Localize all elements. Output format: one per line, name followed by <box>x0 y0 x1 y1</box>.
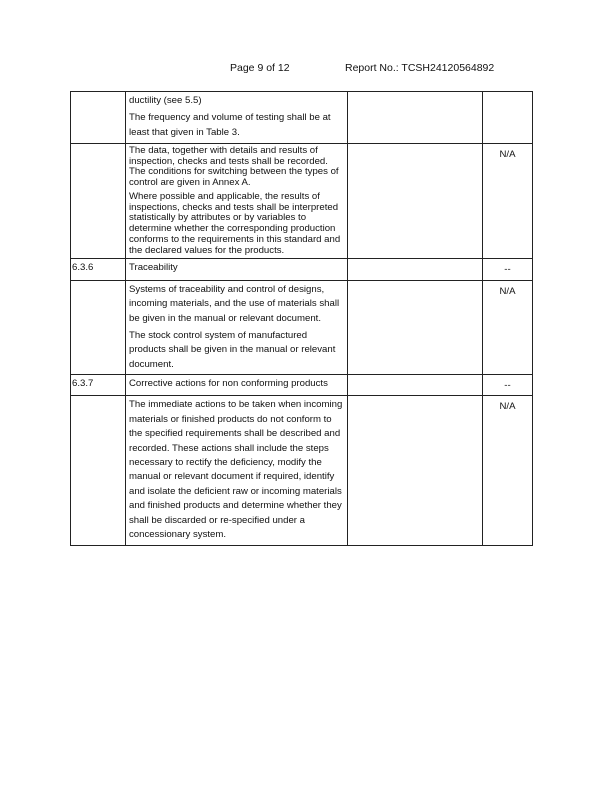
table-row <box>71 396 533 546</box>
result-cell <box>348 144 483 259</box>
requirement-text: Systems of traceability and control of designs, incoming materials, and the use of materials shall be given in the manual or relevant document. <box>129 283 340 324</box>
result-cell <box>348 375 483 396</box>
verdict-cell: N/A <box>483 280 533 374</box>
verdict-cell: -- <box>483 375 533 396</box>
page-number: Page 9 of 12 <box>230 62 290 74</box>
section-title: Traceability <box>129 262 178 274</box>
result-cell <box>348 280 483 374</box>
clause-cell: 6.3.7 <box>71 375 126 396</box>
clause-cell <box>71 144 126 259</box>
report-number: Report No.: TCSH24120564892 <box>345 62 495 74</box>
table-row <box>71 375 533 396</box>
requirement-cell <box>126 396 348 546</box>
requirement-text: The frequency and volume of testing shall be at least that given in Table 3. <box>129 112 331 138</box>
result-cell <box>348 396 483 546</box>
requirement-cell <box>126 92 348 144</box>
result-cell <box>348 92 483 144</box>
requirement-cell <box>126 280 348 374</box>
verdict-cell: -- <box>483 259 533 280</box>
requirement-text: The data, together with details and results of inspection, checks and tests shall be recorded. The conditions for switching between the types of control are given in Annex A. <box>129 145 339 189</box>
page-header <box>0 62 600 76</box>
clause-cell <box>71 92 126 144</box>
table-row <box>71 259 533 280</box>
requirement-cell <box>126 144 348 259</box>
requirement-text: Where possible and applicable, the results of inspections, checks and tests shall be interpreted statistically by attributes or by variables to determine whether the corresponding production conforms to the requirements in this standard and the declared values for the products. <box>129 190 341 256</box>
verdict-cell <box>483 92 533 144</box>
section-title: Corrective actions for non conforming products <box>129 378 328 390</box>
clause-cell <box>71 396 126 546</box>
verdict-cell: N/A <box>483 144 533 259</box>
requirement-text: ductility (see 5.5) <box>129 95 202 106</box>
requirement-cell <box>126 375 348 396</box>
verdict-cell: N/A <box>483 396 533 546</box>
requirement-text: The immediate actions to be taken when incoming materials or finished products do not conform to the specified requirements shall be described and recorded. These actions shall include the steps necessary to rectify the deficiency, modify the manual or relevant document if required, identify and isolate the deficient raw or incoming materials and finished products and determine whether they shall be discarded or re-specified under a concessionary system. <box>129 399 343 540</box>
requirements-table <box>70 91 533 546</box>
result-cell <box>348 259 483 280</box>
table-row <box>71 280 533 374</box>
requirement-cell <box>126 259 348 280</box>
clause-cell <box>71 280 126 374</box>
table-row <box>71 144 533 259</box>
requirement-text: The stock control system of manufactured products shall be given in the manual or relevant document. <box>129 329 336 370</box>
table-row <box>71 92 533 144</box>
clause-cell: 6.3.6 <box>71 259 126 280</box>
